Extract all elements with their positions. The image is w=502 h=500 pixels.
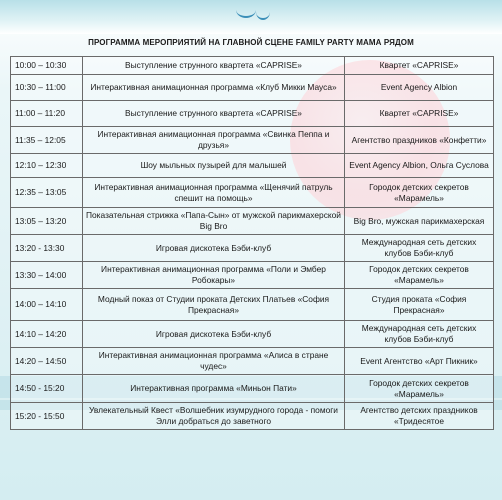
organizer-cell: Event Agency Albion (345, 75, 494, 101)
organizer-cell: Big Bro, мужская парикмахерская (345, 208, 494, 235)
organizer-cell: Event Агентство «Арт Пикник» (345, 348, 494, 375)
time-cell: 14:00 – 14:10 (11, 289, 83, 321)
time-cell: 10:30 – 11:00 (11, 75, 83, 101)
time-cell: 11:35 – 12:05 (11, 127, 83, 154)
table-row (11, 289, 494, 321)
event-cell: Интерактивная анимационная программа «Щенячий патруль спешит на помощь» (83, 178, 345, 208)
organizer-cell: Агентство детских праздников «Тридесятое (345, 403, 494, 430)
event-cell: Интерактивная анимационная программа «Алиса в стране чудес» (83, 348, 345, 375)
time-cell: 14:50 - 15:20 (11, 375, 83, 403)
time-cell: 13:20 - 13:30 (11, 235, 83, 262)
event-cell: Игровая дискотека Бэби-клуб (83, 321, 345, 348)
event-cell: Интерактивная анимационная программа «Свинка Пеппа и друзья» (83, 127, 345, 154)
event-cell: Увлекательный Квест «Волшебник изумрудного города - помоги Элли добраться до заветного (83, 403, 345, 430)
organizer-cell: Городок детских секретов «Марамель» (345, 262, 494, 289)
organizer-cell: Международная сеть детских клубов Бэби-клуб (345, 321, 494, 348)
table-row (11, 101, 494, 127)
table-row (11, 178, 494, 208)
wave-ornament (256, 4, 270, 20)
event-cell: Шоу мыльных пузырей для малышей (83, 154, 345, 178)
time-cell: 14:20 – 14:50 (11, 348, 83, 375)
table-row (11, 321, 494, 348)
event-cell: Выступление струнного квартета «CAPRISE» (83, 57, 345, 75)
organizer-cell: Студия проката «София Прекрасная» (345, 289, 494, 321)
table-row (11, 154, 494, 178)
organizer-cell: Городок детских секретов «Марамель» (345, 375, 494, 403)
time-cell: 14:10 – 14:20 (11, 321, 83, 348)
time-cell: 13:05 – 13:20 (11, 208, 83, 235)
wave-ornament (236, 2, 256, 18)
event-cell: Модный показ от Студии проката Детских Платьев «София Прекрасная» (83, 289, 345, 321)
table-row (11, 403, 494, 430)
table-row (11, 375, 494, 403)
page-title: ПРОГРАММА МЕРОПРИЯТИЙ НА ГЛАВНОЙ СЦЕНЕ FAMILY PARTY МАМА РЯДОМ (88, 38, 414, 47)
table-row (11, 57, 494, 75)
organizer-cell: Международная сеть детских клубов Бэби-клуб (345, 235, 494, 262)
event-cell: Интерактивная анимационная программа «Клуб Микки Мауса» (83, 75, 345, 101)
table-row (11, 127, 494, 154)
event-cell: Игровая дискотека Бэби-клуб (83, 235, 345, 262)
table-row (11, 208, 494, 235)
organizer-cell: Квартет «CAPRISE» (345, 101, 494, 127)
organizer-cell: Городок детских секретов «Марамель» (345, 178, 494, 208)
time-cell: 12:35 – 13:05 (11, 178, 83, 208)
time-cell: 10:00 – 10:30 (11, 57, 83, 75)
event-cell: Интерактивная анимационная программа «Поли и Эмбер Робокары» (83, 262, 345, 289)
organizer-cell: Event Agency Albion, Ольга Суслова (345, 154, 494, 178)
event-cell: Выступление струнного квартета «CAPRISE» (83, 101, 345, 127)
organizer-cell: Агентство праздников «Конфетти» (345, 127, 494, 154)
time-cell: 13:30 – 14:00 (11, 262, 83, 289)
event-cell: Интерактивная программа «Миньон Пати» (83, 375, 345, 403)
table-row (11, 348, 494, 375)
time-cell: 15:20 - 15:50 (11, 403, 83, 430)
table-row (11, 75, 494, 101)
event-cell: Показательная стрижка «Папа-Сын» от мужской парикмахерской Big Bro (83, 208, 345, 235)
table-row (11, 235, 494, 262)
time-cell: 11:00 – 11:20 (11, 101, 83, 127)
schedule-table (10, 56, 494, 430)
organizer-cell: Квартет «CAPRISE» (345, 57, 494, 75)
time-cell: 12:10 – 12:30 (11, 154, 83, 178)
table-row (11, 262, 494, 289)
header-decoration (0, 0, 502, 34)
